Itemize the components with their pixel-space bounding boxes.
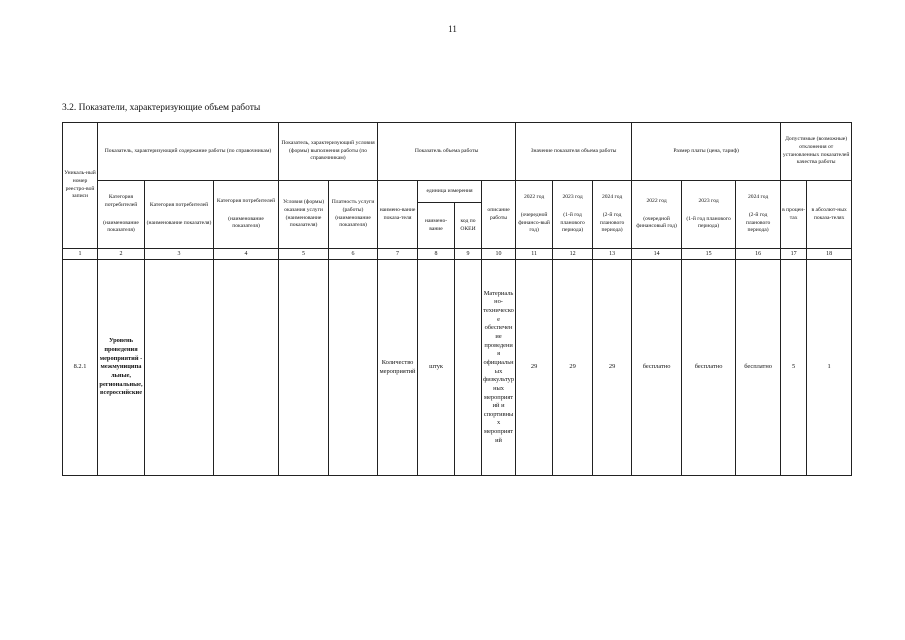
header-category-3: Категория потребителей (наименование показателя) [214,181,279,249]
cell-fee-2022: бесплатно [632,260,682,476]
column-number: 5 [279,249,329,260]
cell-deviation-absolute: 1 [807,260,852,476]
column-number: 3 [145,249,214,260]
cell-category-2 [145,260,214,476]
header-unit-name: наимено-вание [418,203,455,249]
column-number: 11 [516,249,553,260]
cell-service-conditions [279,260,329,476]
header-deviation-absolute: в абсолют-ных показа-телях [807,181,852,249]
header-fee-2023: 2023 год (1-й год планового периода) [682,181,736,249]
cell-service-payment [329,260,378,476]
header-volume-value: Значение показателя объема работы [516,123,632,181]
column-number: 4 [214,249,279,260]
header-fee-2024: 2024 год (2-й год планового периода) [736,181,781,249]
column-number: 15 [682,249,736,260]
header-fee-size: Размер платы (цена, тариф) [632,123,781,181]
column-number: 8 [418,249,455,260]
column-number: 14 [632,249,682,260]
column-number: 10 [482,249,516,260]
header-deviation-percent: в процен-тах [781,181,807,249]
column-number: 17 [781,249,807,260]
header-category-1: Категория потребителей (наименование показателя) [98,181,145,249]
column-number: 13 [593,249,632,260]
header-conditions-indicator: Показатель, характеризующий условия (формы) выполнения работы (по справочникам) [279,123,378,181]
cell-fee-2024: бесплатно [736,260,781,476]
column-number: 9 [455,249,482,260]
cell-volume-2024: 29 [593,260,632,476]
column-number: 16 [736,249,781,260]
section-title: 3.2. Показатели, характеризующие объем работы [62,103,261,113]
cell-work-description: Материально-техническое обеспечение проведения официальных физкультурных мероприятий и спортивных мероприятий [482,260,516,476]
cell-unit-name: штук [418,260,455,476]
header-volume-name: наимено-вание показа-теля [378,181,418,249]
cell-category-3 [214,260,279,476]
cell-deviation-percent: 5 [781,260,807,476]
table-row [63,260,852,476]
column-numbers-row [63,249,852,260]
column-number: 6 [329,249,378,260]
header-unit: единица измерения [418,181,482,203]
header-volume-2024: 2024 год (2-й год планового периода) [593,181,632,249]
header-service-payment: Платность услуги (работы) (наименование показателя) [329,181,378,249]
header-okei-code: код по ОКЕИ [455,203,482,249]
cell-okei-code [455,260,482,476]
cell-fee-2023: бесплатно [682,260,736,476]
header-work-description: описание работы [482,181,516,249]
header-service-conditions: Условия (формы) оказания услуги (наименование показателя) [279,181,329,249]
page-number: 11 [448,24,457,34]
column-number: 18 [807,249,852,260]
header-volume-2023: 2023 год (1-й год планового периода) [553,181,593,249]
header-volume-indicator: Показатель объема работы [378,123,516,181]
column-number: 2 [98,249,145,260]
cell-volume-name: Количество мероприятий [378,260,418,476]
volume-indicators-table [62,122,852,476]
cell-volume-2023: 29 [553,260,593,476]
cell-registry-number: 8.2.1 [63,260,98,476]
cell-volume-2022: 29 [516,260,553,476]
header-volume-2022: 2022 год (очередной финансо-вый год) [516,181,553,249]
column-number: 7 [378,249,418,260]
header-fee-2022: 2022 год (очередной финансовый год) [632,181,682,249]
cell-category: Уровень проведения мероприятий - межмуниципальные, региональные, всероссийские [98,260,145,476]
column-number: 1 [63,249,98,260]
header-content-indicator: Показатель, характеризующий содержание работы (по справочникам) [98,123,279,181]
header-category-2: Категория потребителей (наименование показателя) [145,181,214,249]
column-number: 12 [553,249,593,260]
header-registry-number: Уникаль-ный номер реестро-вой записи [63,123,98,249]
header-deviations: Допустимые (возможные) отклонения от установленных показателей качества работы [781,123,852,181]
